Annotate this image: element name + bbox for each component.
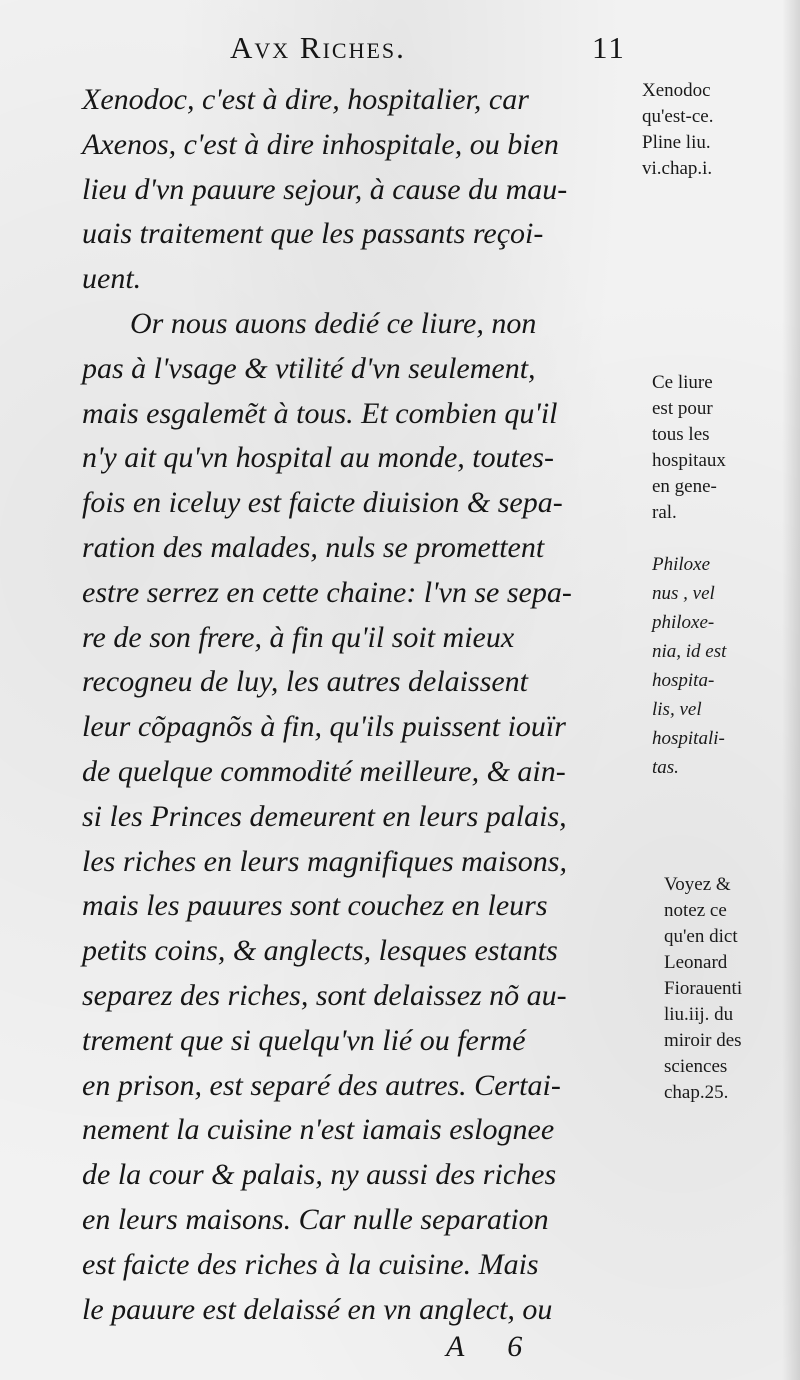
margin-note-line: nus , vel — [652, 583, 715, 604]
margin-note-line: lis, vel — [652, 699, 702, 720]
text-line: re de son frere, à fin qu'il soit mieux — [82, 620, 515, 654]
margin-note-line: tous les — [652, 424, 710, 445]
margin-note-line: philoxe- — [652, 612, 715, 633]
text-line: ration des malades, nuls se promettent — [82, 530, 545, 564]
margin-note-line: Voyez & — [664, 874, 731, 895]
text-line: pas à l'vsage & vtilité d'vn seulement, — [82, 351, 536, 385]
running-head: Avx Riches. — [230, 30, 406, 65]
paragraph-start-line: Or nous auons dedié ce liure, non — [130, 306, 537, 340]
margin-note-line: hospita- — [652, 670, 715, 691]
margin-note-line: Philoxe — [652, 554, 711, 575]
margin-note-line: ral. — [652, 502, 677, 523]
margin-note-line: nia, id est — [652, 641, 727, 662]
text-line: les riches en leurs magnifiques maisons, — [82, 844, 567, 878]
text-line: leur cõpagnõs à fin, qu'ils puissent iouïr — [82, 710, 566, 744]
margin-note-line: hospitali- — [652, 728, 725, 749]
text-line: n'y ait qu'vn hospital au monde, toutes- — [82, 441, 554, 475]
text-line: estre serrez en cette chaine: l'vn se sepa- — [82, 575, 572, 609]
body-text — [82, 78, 662, 1332]
text-line: nement la cuisine n'est iamais eslognee — [82, 1113, 555, 1147]
text-line: uais traitement que les passants reçoi- — [82, 217, 544, 251]
margin-note-line: notez ce — [664, 900, 727, 921]
margin-note-line: qu'en dict — [664, 926, 738, 947]
page-number: 11 — [592, 30, 626, 65]
text-line: separez des riches, sont delaissez nõ au- — [82, 978, 567, 1012]
text-line: si les Princes demeurent en leurs palais, — [82, 799, 567, 833]
page-edge-shadow — [782, 0, 800, 1380]
margin-note-line: liu.iij. du — [664, 1004, 734, 1025]
margin-note-line: Fiorauenti — [664, 978, 743, 999]
margin-note-line: qu'est-ce. — [642, 106, 714, 127]
margin-note-philoxenus — [652, 550, 726, 782]
margin-note-line: est pour — [652, 398, 713, 419]
page-header — [230, 30, 630, 70]
text-line: petits coins, & anglects, lesques estants — [82, 934, 558, 968]
margin-note-voyez — [664, 872, 742, 1106]
margin-note-line: hospitaux — [652, 450, 726, 471]
text-line: mais esgalemẽt à tous. Et combien qu'il — [82, 396, 558, 430]
text-line: uent. — [82, 262, 142, 296]
text-line: en leurs maisons. Car nulle separation — [82, 1202, 549, 1236]
text-line: de quelque commodité meilleure, & ain- — [82, 754, 566, 788]
text-line: de la cour & palais, ny aussi des riches — [82, 1158, 557, 1192]
margin-note-line: tas. — [652, 757, 679, 778]
text-line: Xenodoc, c'est à dire, hospitalier, car — [82, 83, 529, 116]
margin-note-line: chap.25. — [664, 1082, 729, 1103]
margin-note-line: Pline liu. — [642, 132, 711, 153]
margin-note-line: sciences — [664, 1056, 728, 1077]
text-line: mais les pauures sont couchez en leurs — [82, 889, 548, 923]
margin-note-line: miroir des — [664, 1030, 742, 1051]
signature-mark: A 6 — [446, 1330, 541, 1363]
text-line: Axenos, c'est à dire inhospitale, ou bien — [82, 127, 559, 161]
text-line: lieu d'vn pauure sejour, à cause du mau- — [82, 172, 568, 206]
margin-note-xenodoc — [642, 78, 713, 182]
margin-note-line: Leonard — [664, 952, 728, 973]
text-line: trement que si quelqu'vn lié ou fermé — [82, 1023, 526, 1057]
margin-note-ce-liure — [652, 370, 726, 526]
text-line: le pauure est delaissé en vn anglect, ou — [82, 1292, 553, 1326]
text-line: en prison, est separé des autres. Certai- — [82, 1068, 561, 1102]
margin-note-line: Xenodoc — [642, 80, 711, 101]
margin-note-line: vi.chap.i. — [642, 158, 713, 179]
margin-note-line: en gene- — [652, 476, 717, 497]
text-line: fois en iceluy est faicte diuision & sepa- — [82, 486, 563, 520]
text-line: recogneu de luy, les autres delaissent — [82, 665, 529, 699]
text-line: est faicte des riches à la cuisine. Mais — [82, 1247, 539, 1281]
margin-note-line: Ce liure — [652, 372, 713, 393]
